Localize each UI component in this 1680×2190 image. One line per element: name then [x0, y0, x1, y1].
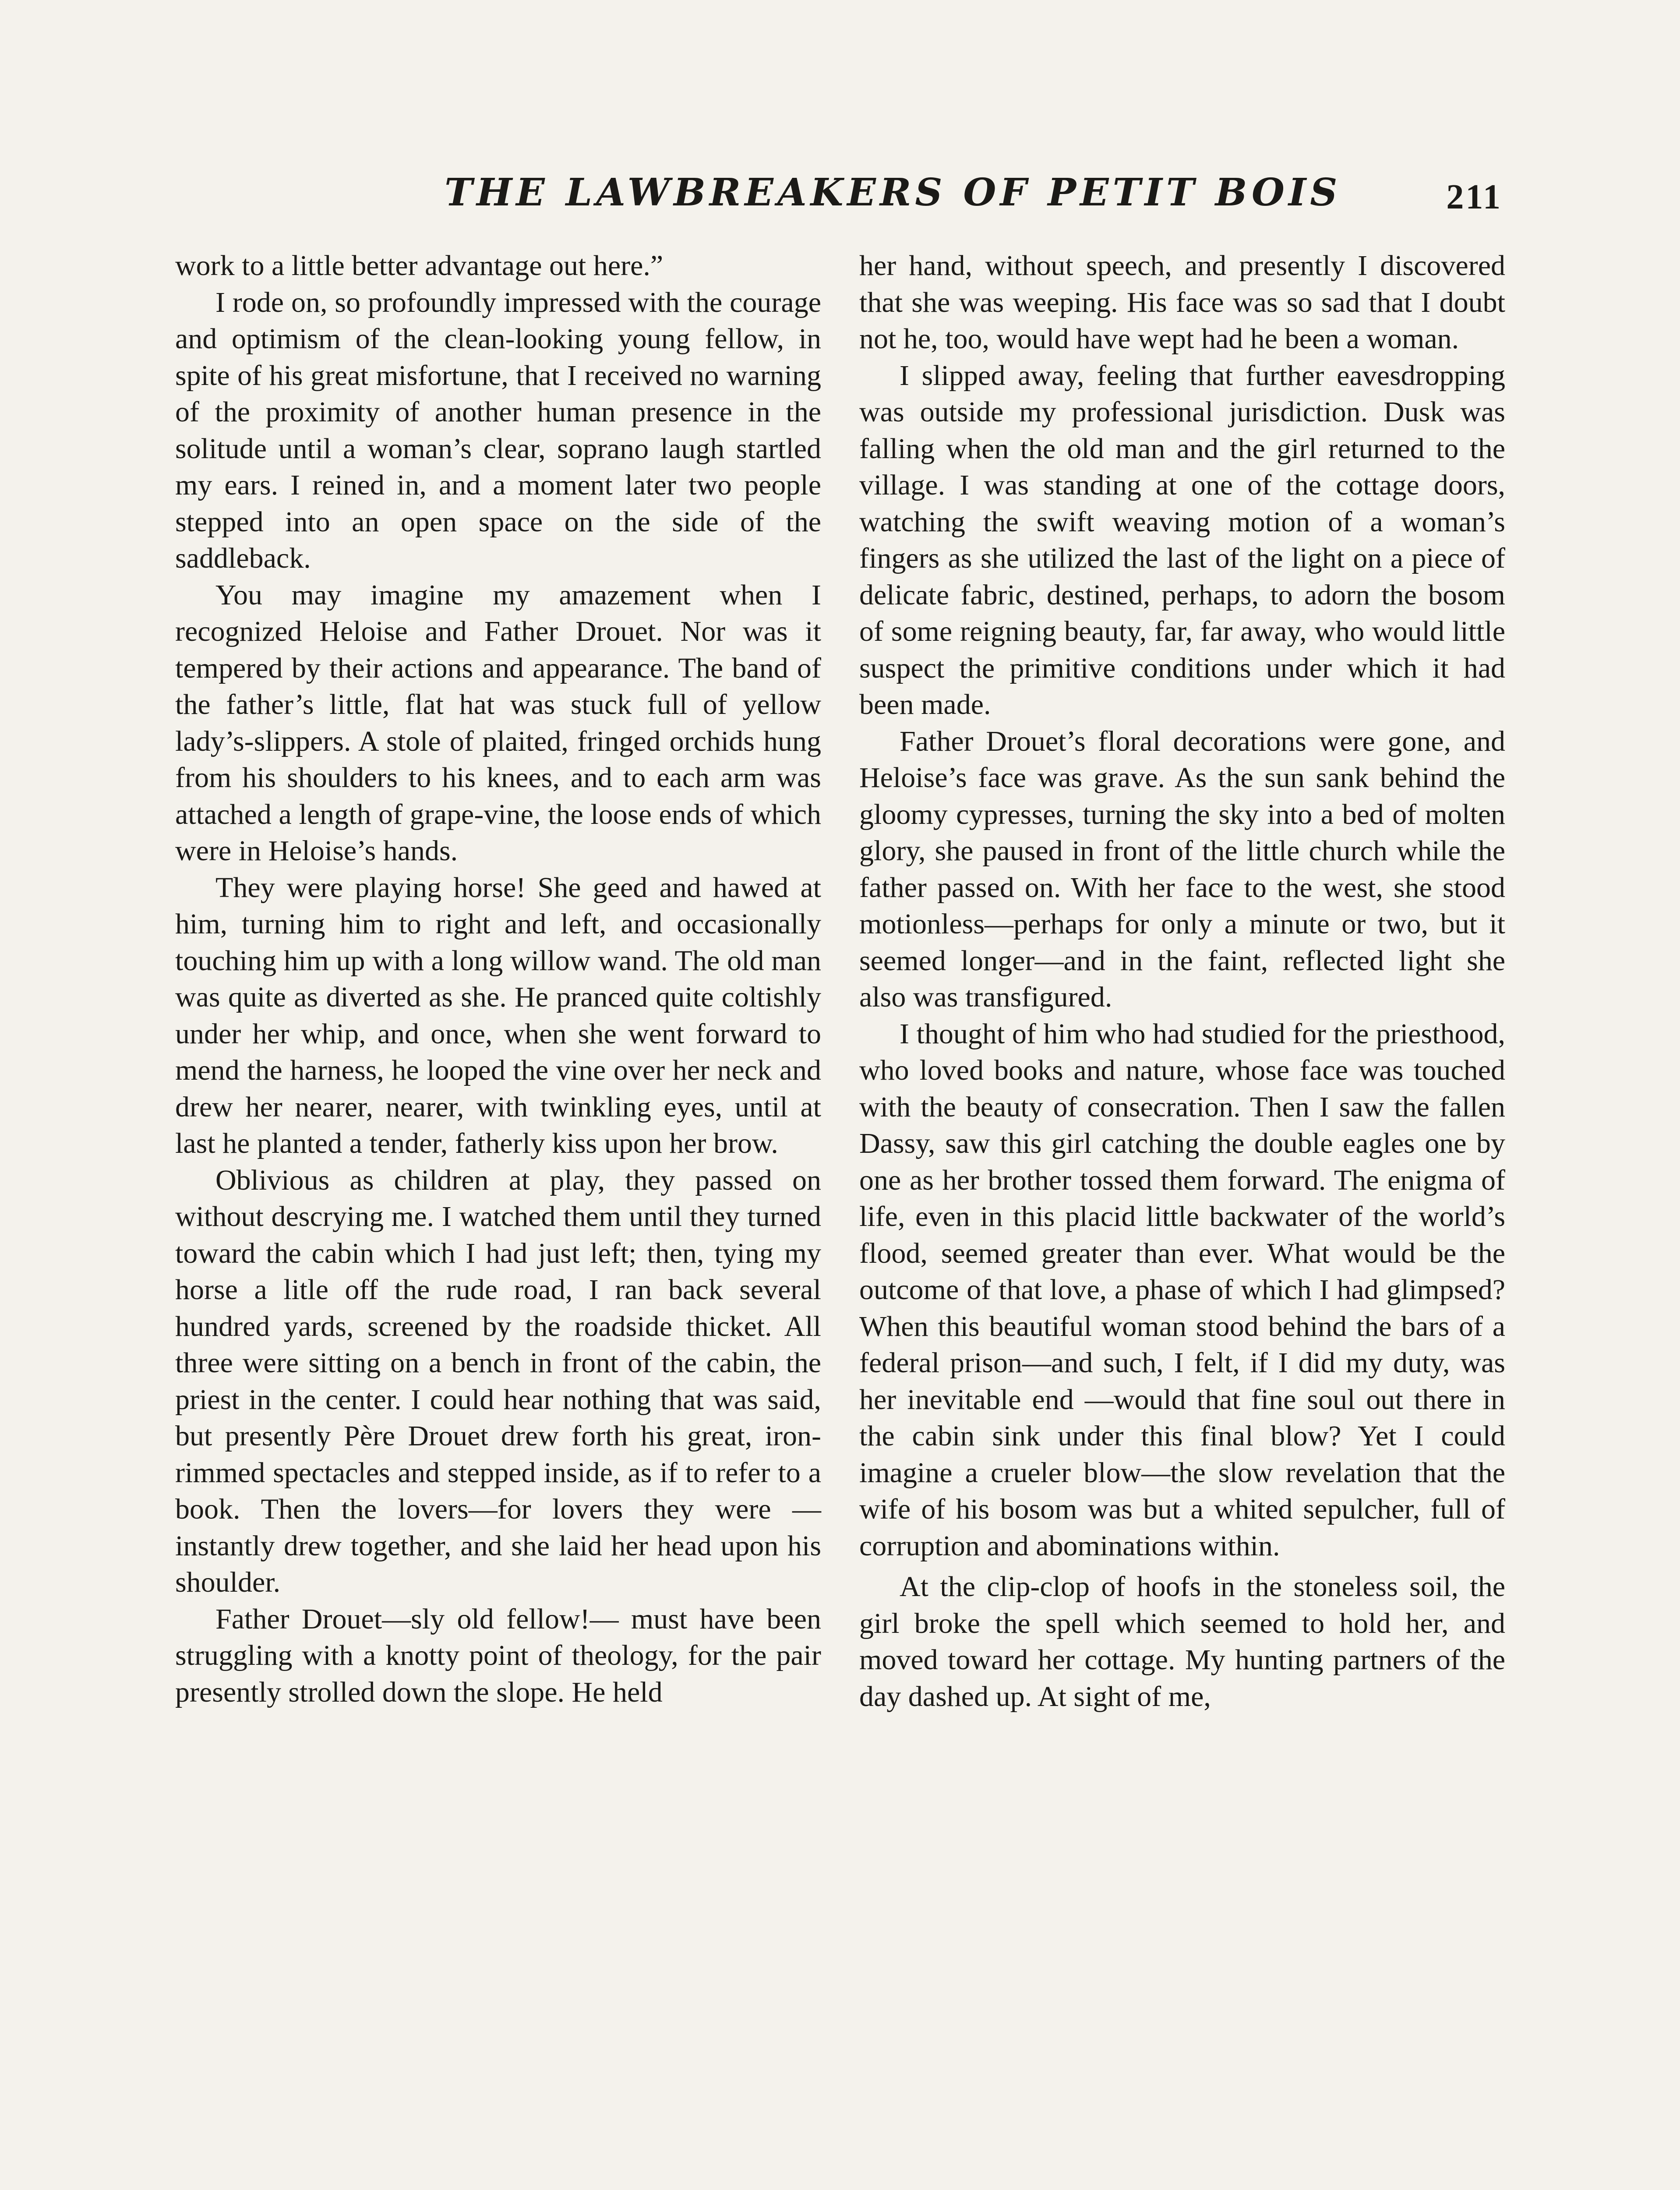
paragraph: I slipped away, feeling that further eavesdropping was outside my professional jurisdiction. Dusk was falling when the old man and the girl returned to the village. I was standing at one of the cottage doors, watching the swift weaving motion of a woman’s fingers as she utilized the last of the light on a piece of delicate fabric, destined, perhaps, to adorn the bosom of some reigning beauty, far, far away, who would little suspect the primitive conditions under which it had been made.: [859, 359, 1505, 721]
paragraph: They were playing horse! She geed and hawed at him, turning him to right and left, and occasionally touching him up with a long willow wand. The old man was quite as diverted as she. He pranced quite coltishly under her whip, and once, when she went forward to mend the harness, he looped the vine over her neck and drew her nearer, nearer, with twinkling eyes, until at last he planted a tender, fatherly kiss upon her brow.: [175, 871, 821, 1159]
page-number: 211: [1446, 178, 1502, 216]
paragraph: Father Drouet—sly old fellow!— must have been struggling with a knotty point of theology, for the pair presently strolled down the slope. He held: [175, 1603, 821, 1708]
paragraph: I thought of him who had studied for the priesthood, who loved books and nature, whose face was touched with the beauty of consecration. Then I saw the fallen Dassy, saw this girl catching the double eagles one by one as her brother tossed them forward. The enigma of life, even in this placid little backwater of the world’s flood, seemed greater than ever. What would be the outcome of that love, a phase of which I had glimpsed? When this beautiful woman stood behind the bars of a federal prison—and such, I felt, if I did my duty, was her inevitable end —would that fine soul out there in the cabin sink under this final blow? Yet I could imagine a crueler blow—the slow revelation that the wife of his bosom was but a whited sepulcher, full of corruption and abominations within.: [859, 1017, 1505, 1562]
paragraph: Oblivious as children at play, they passed on without descrying me. I watched them until they turned toward the cabin which I had just left; then, tying my horse a litle off the rude road, I ran back several hundred yards, screened by the roadside thicket. All three were sitting on a bench in front of the cabin, the priest in the center. I could hear nothing that was said, but presently Père Drouet drew forth his great, iron-rimmed spectacles and stepped inside, as if to refer to a book. Then the lovers—for lovers they were —instantly drew together, and she laid her head upon his shoulder.: [175, 1164, 821, 1598]
paragraph: Father Drouet’s floral decorations were gone, and Heloise’s face was grave. As the sun sank behind the gloomy cypresses, turning the sky into a bed of molten glory, she paused in front of the little church while the father passed on. With her face to the west, she stood motionless—perhaps for only a minute or two, but it seemed longer—and in the faint, reflected light she also was transfigured.: [859, 725, 1505, 1013]
running-title: THE LAWBREAKERS OF PETIT BOIS: [445, 170, 1341, 215]
paragraph: her hand, without speech, and presently I discovered that she was weeping. His face was so sad that I doubt not he, too, would have wept had he been a woman.: [859, 250, 1505, 355]
page-header: [175, 166, 1502, 228]
right-text-column: [859, 247, 1505, 1715]
left-text-column: [175, 247, 821, 1710]
paragraph: You may imagine my amazement when I recognized Heloise and Father Drouet. Nor was it tempered by their actions and appearance. The band of the father’s little, flat hat was stuck full of yellow lady’s-slippers. A stole of plaited, fringed orchids hung from his shoulders to his knees, and to each arm was attached a length of grape-vine, the loose ends of which were in Heloise’s hands.: [175, 579, 821, 867]
paragraph: I rode on, so profoundly impressed with the courage and optimism of the clean-looking young fellow, in spite of his great misfortune, that I received no warning of the proximity of another human presence in the solitude until a woman’s clear, soprano laugh startled my ears. I reined in, and a moment later two people stepped into an open space on the side of the saddleback.: [175, 286, 821, 574]
paragraph: work to a little better advantage out here.”: [175, 250, 664, 282]
paragraph: At the clip-clop of hoofs in the stoneless soil, the girl broke the spell which seemed to hold her, and moved toward her cottage. My hunting partners of the day dashed up. At sight of me,: [859, 1571, 1505, 1713]
